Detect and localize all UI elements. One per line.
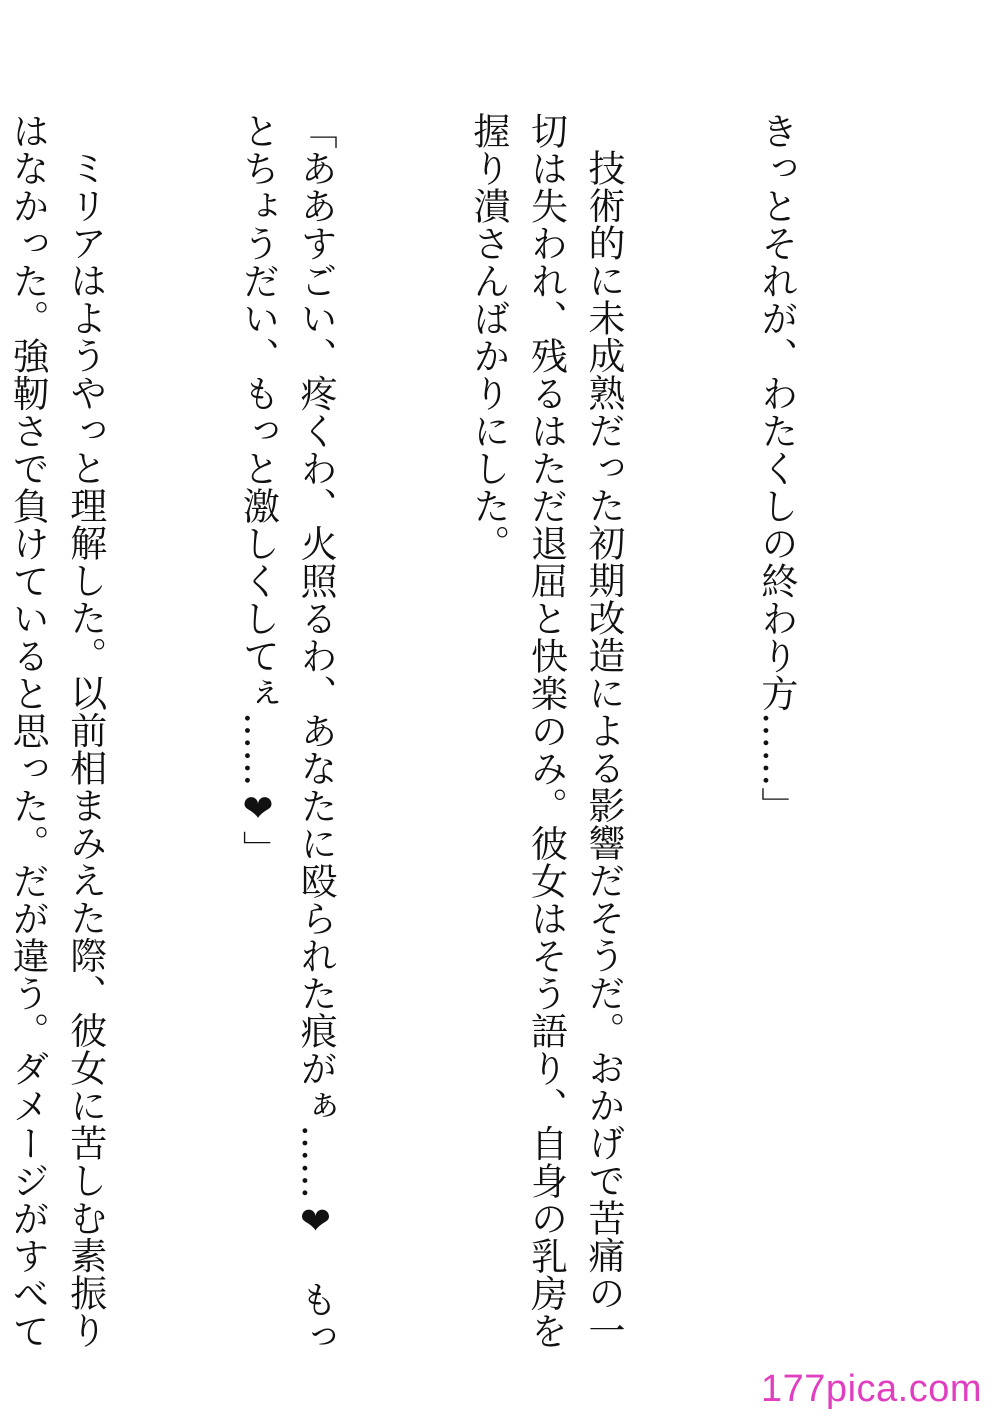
vertical-text-block (0, 112, 920, 1372)
paragraph-3: 「ああすごい、疼くわ、火照るわ、あなたに殴られた痕がぁ……❤ もっとちょうだい、もっと激しくしてぇ……❤」 (236, 112, 338, 1356)
paragraph-4-text: ミリアはようやっと理解した。以前相まみえた際、彼女に苦しむ素振りはなかった。強靭さで負けていると思った。だが違う。ダメージがすべて (6, 112, 107, 1350)
paragraph-4 (0, 112, 114, 1372)
site-watermark: 177pica.com (761, 1368, 982, 1410)
paragraph-1: きっとそれが、わたくしの終わり方……」 (754, 112, 798, 825)
paragraph-2: 技術的に未成熟だった初期改造による影響だそうだ。おかげで苦痛の一切は失われ、残るはただ退屈と快楽のみ。彼女はそう語り、自身の乳房を握り潰さんばかりにした。 (466, 112, 626, 1350)
